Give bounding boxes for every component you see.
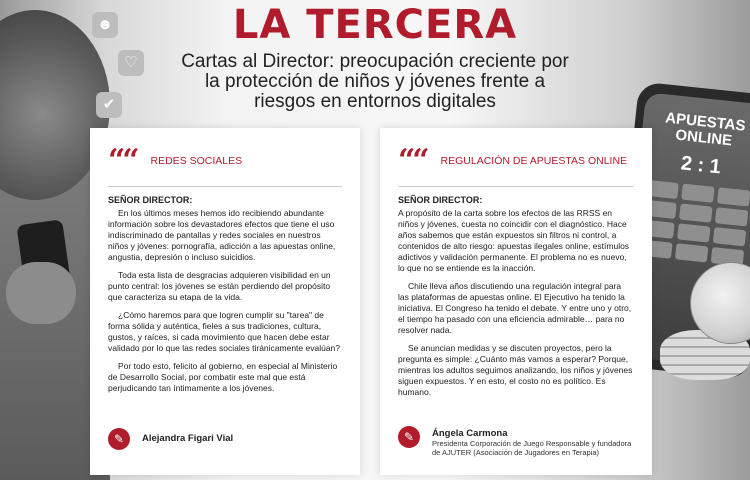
letter-paragraph: ¿Cómo haremos para que logren cumplir su "tarea" de forma sólida y auténtica, fieles a sus tradiciones, cultura, gustos, y raíces, si cada movimiento que hacen debe estar validado por lo que las redes sociales tiránicamente evalúan?: [108, 310, 341, 353]
letter-card-apuestas-online: [380, 128, 652, 475]
betting-odds-grid: [639, 180, 750, 266]
divider: [398, 186, 634, 187]
thumbs-up-icon: ✔: [96, 92, 122, 118]
letter-header: [108, 142, 342, 180]
letter-paragraph: Toda esta lista de desgracias adquieren visibilidad en un punto central: los jóvenes se están perdiendo del propósito que caracteriza su etapa de la vida.: [108, 270, 331, 302]
divider: [108, 186, 342, 187]
letter-card-redes-sociales: [90, 128, 360, 475]
letter-author: Alejandra Figari Vial: [142, 433, 234, 444]
letter-paragraph: Chile lleva años discutiendo una regulación integral para las plataformas de apuestas online. El Ejecutivo ha tenido la iniciativa. El Congreso ha tenido el debate. Y entre uno y otro, el tiempo ha pasado con una eficiencia admirable… para no resolver nada.: [398, 281, 632, 335]
newspaper-masthead: LA TERCERA: [232, 2, 518, 48]
article-headline: Cartas al Director: preocupación creciente por la protección de niños y jóvenes frente a riesgos en entornos digitales: [181, 51, 569, 112]
heart-icon: ♡: [118, 50, 144, 76]
letter-header: [398, 142, 634, 180]
pen-icon: ✎: [108, 428, 130, 450]
letter-author-role: Presidenta Corporación de Juego Responsable y fundadora de AJUTER (Asociación de Jugadores en Terapia): [432, 439, 632, 457]
letter-signature: [398, 426, 634, 457]
letter-salutation: SEÑOR DIRECTOR:: [398, 195, 483, 205]
betting-phone-score: 2 : 1: [679, 152, 722, 179]
pen-icon: ✎: [398, 426, 420, 448]
letter-paragraph: Por todo esto, felicito al gobierno, en especial al Ministerio de Desarrollo Social, por combatir este mal que está perjudicando tan íntimamente a los jóvenes.: [108, 361, 338, 393]
letter-signature: [108, 428, 342, 450]
letter-section-title: REDES SOCIALES: [150, 155, 243, 167]
child-hand-background: [6, 262, 76, 324]
letter-paragraph: A propósito de la carta sobre los efectos de las RRSS en niños y jóvenes, cuesta no coincidir con el diagnóstico. Hace años sabemos que están expuestos sin filtros ni control, a contenidos de alto riesgo: apuestas ilegales online, estímulos adictivos y validación permanente. El problema no es nuevo, lo que no se entiende es la inacción.: [398, 208, 630, 273]
betting-phone-title: APUESTAS ONLINE: [664, 109, 747, 150]
letter-section-title: REGULACIÓN DE APUESTAS ONLINE: [440, 155, 628, 167]
letter-author: Ángela Carmona: [432, 428, 508, 439]
letter-paragraph: Se anuncian medidas y se discuten proyectos, pero la pregunta es simple: ¿Cuánto más vamos a esperar? Porque, mientras los adultos seguimos analizando, los niños y jóvenes siguen expuestos. Y en esto, el costo no es político. Es humano.: [398, 343, 633, 397]
quote-mark-icon: ““: [108, 143, 137, 178]
user-profile-icon: ☻: [92, 12, 118, 38]
letter-author-block: [432, 426, 634, 457]
letter-salutation: SEÑOR DIRECTOR:: [108, 195, 193, 205]
quote-mark-icon: ““: [398, 143, 427, 178]
letter-paragraph: En los últimos meses hemos ido recibiendo abundante información sobre los devastadores efectos que tiene el uso indiscriminado de pantallas y redes sociales en nuestros niños y jóvenes: pornografía, adicción a las apuestas online, angustia, depresión o incluso suicidios.: [108, 208, 336, 262]
